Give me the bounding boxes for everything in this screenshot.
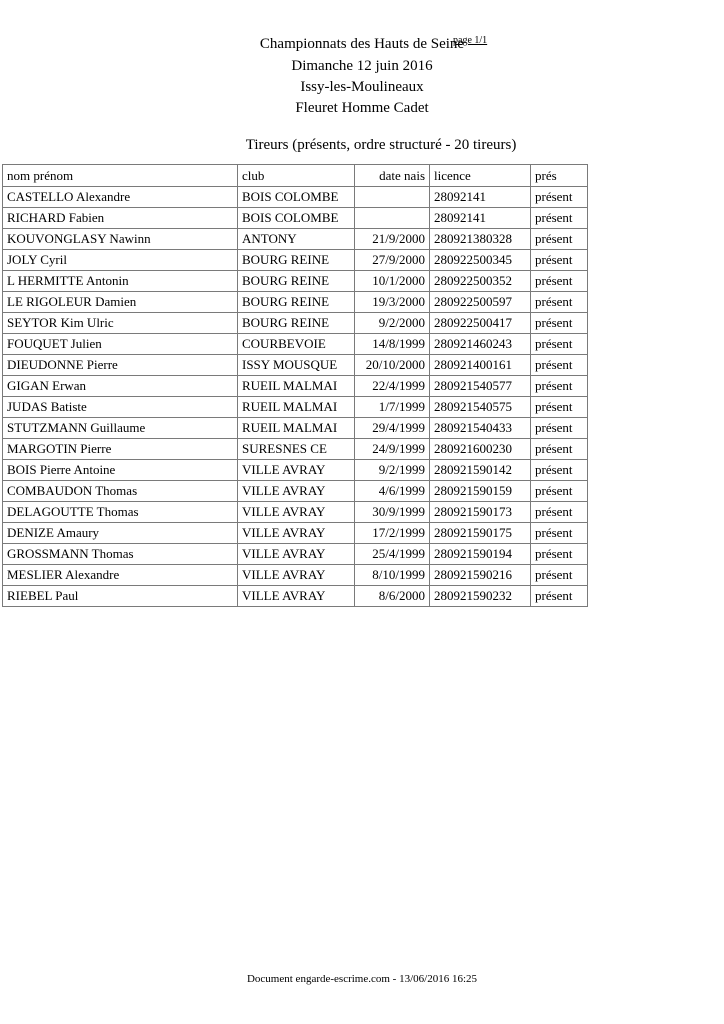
cell-presence: présent — [531, 460, 588, 481]
cell-club: RUEIL MALMAI — [238, 397, 355, 418]
column-header-presence: prés — [531, 165, 588, 187]
table-row — [3, 355, 588, 376]
cell-licence: 280922500345 — [430, 250, 531, 271]
cell-licence: 280921380328 — [430, 229, 531, 250]
cell-licence: 280921590194 — [430, 544, 531, 565]
cell-licence: 280921590142 — [430, 460, 531, 481]
cell-name: DENIZE Amaury — [3, 523, 238, 544]
cell-club: ANTONY — [238, 229, 355, 250]
cell-licence: 280922500352 — [430, 271, 531, 292]
cell-licence: 280921590216 — [430, 565, 531, 586]
table-row — [3, 334, 588, 355]
cell-licence: 280921400161 — [430, 355, 531, 376]
cell-name: FOUQUET Julien — [3, 334, 238, 355]
cell-club: ISSY MOUSQUE — [238, 355, 355, 376]
cell-birthdate: 10/1/2000 — [355, 271, 430, 292]
cell-birthdate: 1/7/1999 — [355, 397, 430, 418]
cell-birthdate: 4/6/1999 — [355, 481, 430, 502]
cell-presence: présent — [531, 418, 588, 439]
cell-birthdate: 8/10/1999 — [355, 565, 430, 586]
cell-presence: présent — [531, 271, 588, 292]
cell-name: CASTELLO Alexandre — [3, 187, 238, 208]
competition-title: Championnats des Hauts de Seine — [259, 36, 465, 52]
cell-name: DELAGOUTTE Thomas — [3, 502, 238, 523]
document-header — [0, 34, 724, 119]
cell-club: RUEIL MALMAI — [238, 376, 355, 397]
cell-name: RICHARD Fabien — [3, 208, 238, 229]
competition-category: Fleuret Homme Cadet — [295, 100, 429, 116]
cell-name: DIEUDONNE Pierre — [3, 355, 238, 376]
cell-licence: 280921540575 — [430, 397, 531, 418]
cell-presence: présent — [531, 439, 588, 460]
table-row — [3, 376, 588, 397]
cell-name: KOUVONGLASY Nawinn — [3, 229, 238, 250]
cell-licence: 280922500597 — [430, 292, 531, 313]
table-row — [3, 418, 588, 439]
cell-club: BOURG REINE — [238, 250, 355, 271]
cell-birthdate: 14/8/1999 — [355, 334, 430, 355]
cell-licence: 280921600230 — [430, 439, 531, 460]
table-row — [3, 397, 588, 418]
cell-club: VILLE AVRAY — [238, 523, 355, 544]
cell-birthdate: 24/9/1999 — [355, 439, 430, 460]
cell-presence: présent — [531, 376, 588, 397]
cell-licence: 280921590159 — [430, 481, 531, 502]
cell-name: BOIS Pierre Antoine — [3, 460, 238, 481]
fencer-roster-table — [2, 164, 588, 607]
table-row — [3, 250, 588, 271]
cell-club: BOURG REINE — [238, 313, 355, 334]
cell-name: RIEBEL Paul — [3, 586, 238, 607]
cell-club: RUEIL MALMAI — [238, 418, 355, 439]
cell-club: BOIS COLOMBE — [238, 187, 355, 208]
cell-name: GIGAN Erwan — [3, 376, 238, 397]
cell-birthdate: 27/9/2000 — [355, 250, 430, 271]
cell-club: COURBEVOIE — [238, 334, 355, 355]
cell-presence: présent — [531, 397, 588, 418]
cell-name: COMBAUDON Thomas — [3, 481, 238, 502]
cell-presence: présent — [531, 565, 588, 586]
cell-presence: présent — [531, 523, 588, 544]
table-row — [3, 481, 588, 502]
cell-presence: présent — [531, 187, 588, 208]
table-row — [3, 187, 588, 208]
cell-birthdate: 19/3/2000 — [355, 292, 430, 313]
cell-presence: présent — [531, 292, 588, 313]
competition-date: Dimanche 12 juin 2016 — [291, 58, 433, 74]
table-row — [3, 229, 588, 250]
cell-presence: présent — [531, 334, 588, 355]
cell-licence: 280922500417 — [430, 313, 531, 334]
table-row — [3, 271, 588, 292]
cell-club: VILLE AVRAY — [238, 565, 355, 586]
cell-licence: 28092141 — [430, 187, 531, 208]
cell-name: GROSSMANN Thomas — [3, 544, 238, 565]
roster-body — [3, 187, 588, 607]
document-footer: Document engarde-escrime.com - 13/06/2016 16:25 — [246, 973, 478, 985]
cell-licence: 280921590232 — [430, 586, 531, 607]
table-row — [3, 502, 588, 523]
table-row — [3, 460, 588, 481]
cell-club: BOURG REINE — [238, 271, 355, 292]
cell-birthdate: 30/9/1999 — [355, 502, 430, 523]
cell-presence: présent — [531, 544, 588, 565]
cell-presence: présent — [531, 250, 588, 271]
table-row — [3, 586, 588, 607]
cell-club: VILLE AVRAY — [238, 460, 355, 481]
cell-club: VILLE AVRAY — [238, 502, 355, 523]
cell-club: BOURG REINE — [238, 292, 355, 313]
cell-name: SEYTOR Kim Ulric — [3, 313, 238, 334]
cell-birthdate: 9/2/2000 — [355, 313, 430, 334]
table-row — [3, 208, 588, 229]
table-row — [3, 544, 588, 565]
cell-birthdate: 8/6/2000 — [355, 586, 430, 607]
table-row — [3, 313, 588, 334]
cell-presence: présent — [531, 208, 588, 229]
cell-birthdate — [355, 187, 430, 208]
cell-name: STUTZMANN Guillaume — [3, 418, 238, 439]
cell-club: VILLE AVRAY — [238, 481, 355, 502]
table-row — [3, 439, 588, 460]
cell-birthdate — [355, 208, 430, 229]
competition-location: Issy-les-Moulineaux — [300, 79, 424, 95]
roster-subtitle: Tireurs (présents, ordre structuré - 20 tireurs) — [245, 137, 517, 153]
cell-name: L HERMITTE Antonin — [3, 271, 238, 292]
cell-licence: 280921590173 — [430, 502, 531, 523]
cell-licence: 280921540577 — [430, 376, 531, 397]
table-row — [3, 523, 588, 544]
cell-birthdate: 25/4/1999 — [355, 544, 430, 565]
cell-name: JOLY Cyril — [3, 250, 238, 271]
cell-club: SURESNES CE — [238, 439, 355, 460]
cell-birthdate: 29/4/1999 — [355, 418, 430, 439]
cell-birthdate: 20/10/2000 — [355, 355, 430, 376]
cell-birthdate: 9/2/1999 — [355, 460, 430, 481]
cell-presence: présent — [531, 481, 588, 502]
cell-birthdate: 21/9/2000 — [355, 229, 430, 250]
cell-name: MESLIER Alexandre — [3, 565, 238, 586]
page-number: page 1/1 — [453, 35, 488, 46]
cell-club: VILLE AVRAY — [238, 586, 355, 607]
cell-presence: présent — [531, 229, 588, 250]
cell-name: MARGOTIN Pierre — [3, 439, 238, 460]
column-header-licence: licence — [430, 165, 531, 187]
cell-presence: présent — [531, 502, 588, 523]
cell-birthdate: 17/2/1999 — [355, 523, 430, 544]
cell-licence: 280921460243 — [430, 334, 531, 355]
cell-licence: 280921590175 — [430, 523, 531, 544]
column-header-club: club — [238, 165, 355, 187]
cell-birthdate: 22/4/1999 — [355, 376, 430, 397]
cell-club: VILLE AVRAY — [238, 544, 355, 565]
cell-name: LE RIGOLEUR Damien — [3, 292, 238, 313]
cell-presence: présent — [531, 586, 588, 607]
column-header-name: nom prénom — [3, 165, 238, 187]
table-row — [3, 565, 588, 586]
cell-name: JUDAS Batiste — [3, 397, 238, 418]
cell-licence: 280921540433 — [430, 418, 531, 439]
table-header-row — [3, 165, 588, 187]
column-header-birthdate: date nais — [355, 165, 430, 187]
cell-presence: présent — [531, 313, 588, 334]
table-row — [3, 292, 588, 313]
cell-licence: 28092141 — [430, 208, 531, 229]
cell-club: BOIS COLOMBE — [238, 208, 355, 229]
cell-presence: présent — [531, 355, 588, 376]
